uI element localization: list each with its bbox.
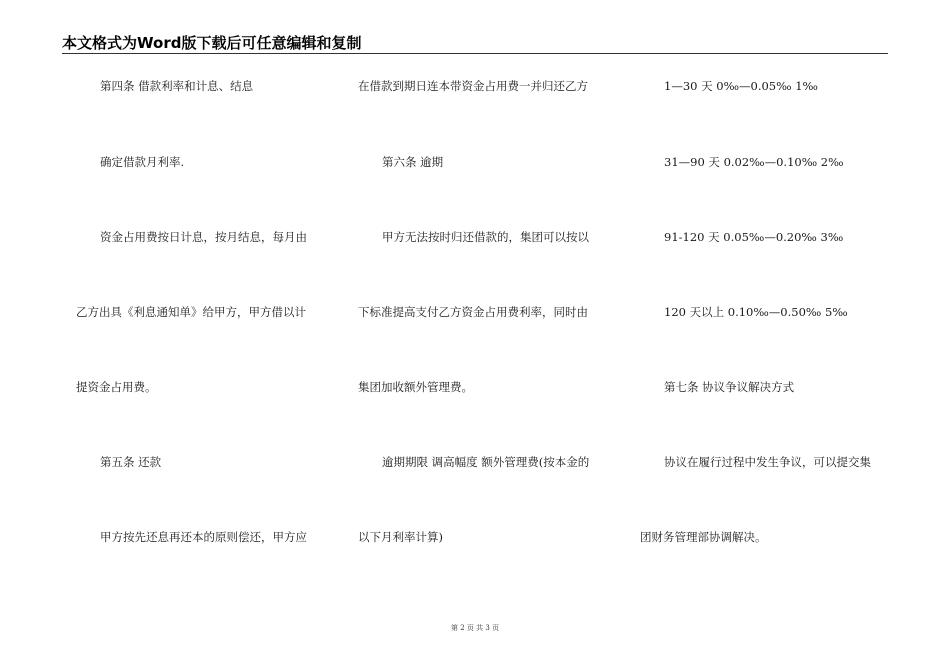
text-line: 甲方按先还息再还本的原则偿还，甲方应	[100, 530, 307, 544]
page-number: 第 2 页 共 3 页	[450, 624, 500, 632]
text-line: 第四条 借款利率和计息、结息	[100, 79, 254, 93]
text-line: 以下月利率计算)	[358, 530, 443, 544]
text-line: 团财务管理部协调解决。	[640, 530, 767, 544]
text-line: 下标准提高支付乙方资金占用费利率，同时由	[358, 305, 588, 319]
text-column-2	[358, 0, 608, 600]
text-line: 第五条 还款	[100, 455, 162, 469]
text-column-3	[640, 0, 890, 600]
text-line: 120 天以上 0.10‰—0.50‰ 5‰	[664, 305, 848, 319]
text-line: 集团加收额外管理费。	[358, 380, 473, 394]
text-line: 乙方出具《利息通知单》给甲方，甲方借以计	[76, 305, 306, 319]
document-header: 本文格式为Word版下载后可任意编辑和复制	[62, 34, 362, 52]
text-line: 在借款到期日连本带资金占用费一并归还乙方	[358, 79, 588, 93]
text-line: 资金占用费按日计息，按月结息，每月由	[100, 230, 307, 244]
text-line: 确定借款月利率.	[100, 155, 185, 169]
text-line: 31—90 天 0.02‰—0.10‰ 2‰	[664, 155, 844, 169]
text-line: 91-120 天 0.05‰—0.20‰ 3‰	[664, 230, 844, 244]
text-line: 甲方无法按时归还借款的，集团可以按以	[382, 230, 589, 244]
text-column-1	[76, 0, 326, 600]
text-line: 1—30 天 0‰—0.05‰ 1‰	[664, 79, 818, 93]
text-line: 第七条 协议争议解决方式	[664, 380, 795, 394]
text-line: 提资金占用费。	[76, 380, 157, 394]
text-line: 逾期期限 调高幅度 额外管理费(按本金的	[382, 455, 590, 469]
text-line: 协议在履行过程中发生争议，可以提交集	[664, 455, 871, 469]
text-line: 第六条 逾期	[382, 155, 444, 169]
